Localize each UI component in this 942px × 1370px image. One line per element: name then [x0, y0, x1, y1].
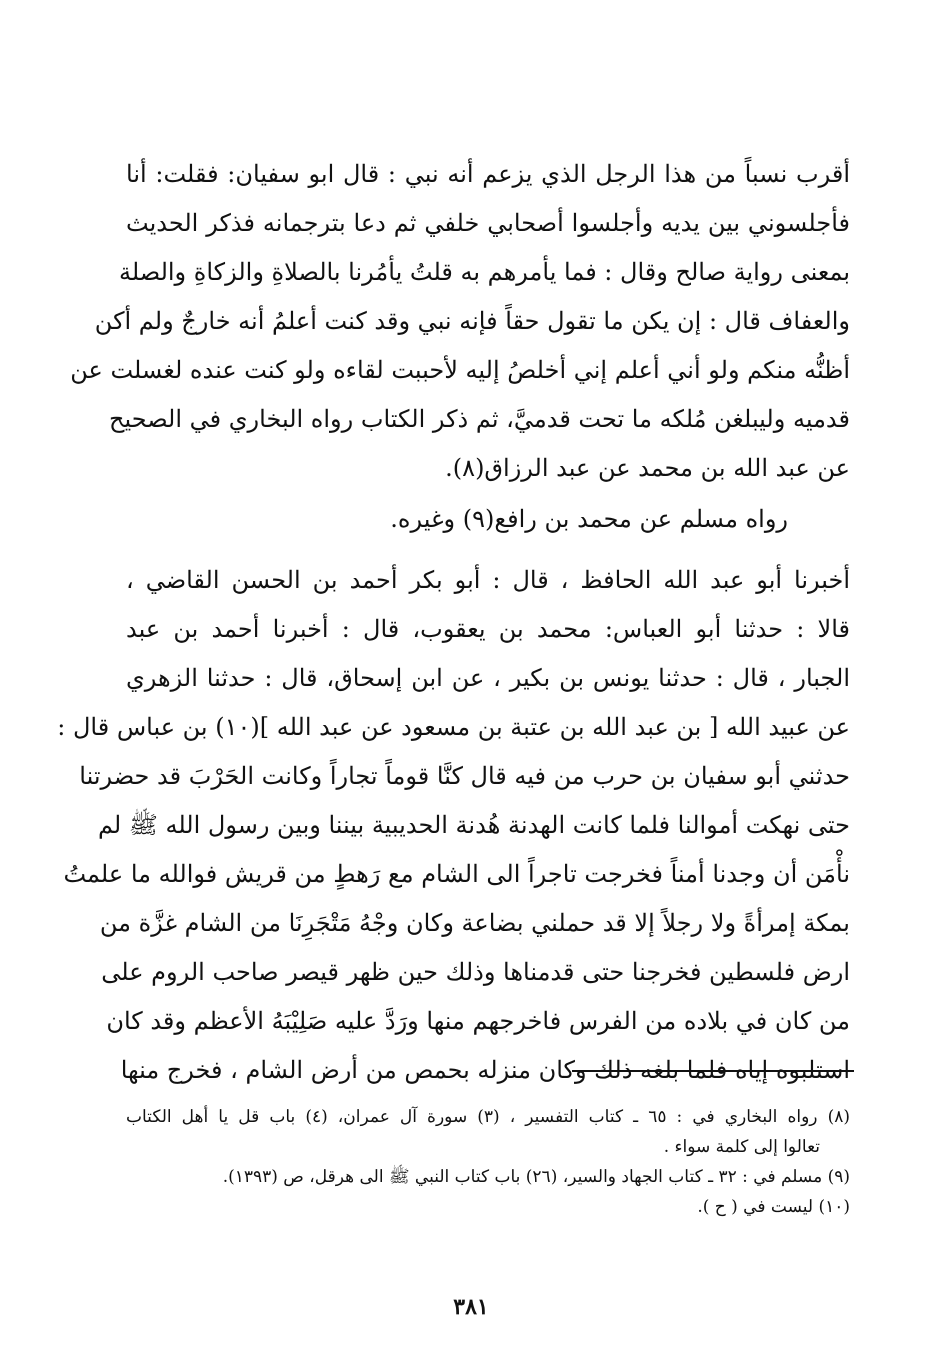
footnotes [126, 1102, 850, 1222]
paragraph-2: رواه مسلم عن محمد بن رافع(٩) وغيره. [390, 505, 788, 533]
text-line: بمعنى رواية صالح وقال : فما يأمرهم به قلتُ يأمُرنا بالصلاةِ والزكاةِ والصلة [118, 258, 850, 286]
text-line: بمكة إمرأةً ولا رجلاً إلا قد حملني بضاعة وكان وجْهُ مَتْجَرِنَا من الشام غزَّة من [99, 909, 850, 937]
paragraph-3 [57, 556, 851, 1095]
text-line: عن عبيد الله [ بن عبد الله بن عتبة بن مسعود عن عبد الله ](١٠) بن عباس قال : [57, 713, 850, 741]
text-line: أظنُّه منكم ولو أني أعلم إني أخلصُ إليه لأحببت لقاءه ولو كنت عنده لغسلت عن [70, 356, 850, 384]
footnote-10: (١٠) ليست في ( ح ). [697, 1197, 850, 1217]
text-line: حتى نهكت أموالنا فلما كانت الهدنة هُدنة الحديبية بيننا وبين رسول الله ﷺ لم [97, 811, 850, 839]
text-line: قدميه وليبلغن مُلكه ما تحت قدميَّ، ثم ذكر الكتاب رواه البخاري في الصحيح [109, 405, 850, 433]
text-line: أخبرنا أبو عبد الله الحافظ ، قال : أبو بكر أحمد بن الحسن القاضي ، [126, 566, 851, 594]
text-line: حدثني أبو سفيان بن حرب من فيه قال كنَّا قوماً تجاراً وكانت الحَرْبَ قد حضرتنا [79, 762, 850, 790]
footnote-separator [572, 1070, 854, 1072]
text-line: نأْمَن أن وجدنا أمناً فخرجت تاجراً الى الشام مع رَهطٍ من قريش فوالله ما علمتُ [63, 860, 850, 888]
text-line: الجبار ، قال : حدثنا يونس بن بكير ، عن ابن إسحاق، قال : حدثنا الزهري [126, 664, 851, 692]
text-line: قالا : حدثنا أبو العباس: محمد بن يعقوب، قال : أخبرنا أحمد بن عبد [126, 615, 850, 643]
footnote-9: (٩) مسلم في : ٣٢ ـ كتاب الجهاد والسير، (٢٦) باب كتاب النبي ﷺ الى هرقل، ص (١٣٩٣). [222, 1167, 850, 1187]
text-line: عن عبد الله بن محمد عن عبد الرزاق(٨). [445, 454, 850, 482]
text-line: فأجلسوني بين يديه وأجلسوا أصحابي خلفي ثم دعا بترجمانه فذكر الحديث [126, 209, 850, 237]
text-line: والعفاف قال : إن يكن ما تقول حقاً فإنه نبي وقد كنت أعلمُ أنه خارجٌ ولم أكن [94, 307, 850, 335]
paragraph-1 [70, 150, 850, 493]
text-line: من كان في بلاده من الفرس فاخرجهم منها ورَدَّ عليه صَلِيْبَهُ الأعظم وقد كان [106, 1007, 850, 1035]
text-line: ارض فلسطين فخرجنا حتى قدمناها وذلك حين ظهر قيصر صاحب الروم على [101, 958, 850, 986]
page-number: ٣٨١ [453, 1294, 489, 1320]
text-line: استلبوه إياه فلما بلغه ذلك وكان منزله بحمص من أرض الشام ، فخرج منها [120, 1056, 850, 1084]
text-line: أقرب نسباً من هذا الرجل الذي يزعم أنه نبي : قال ابو سفيان: فقلت: أنا [126, 160, 850, 188]
footnote-8: (٨) رواه البخاري في : ٦٥ ـ كتاب التفسير ، (٣) سورة آل عمران، (٤) باب قل يا أهل الكتاب [126, 1107, 850, 1127]
footnote-8-continued: تعالوا إلى كلمة سواء . [663, 1137, 820, 1157]
